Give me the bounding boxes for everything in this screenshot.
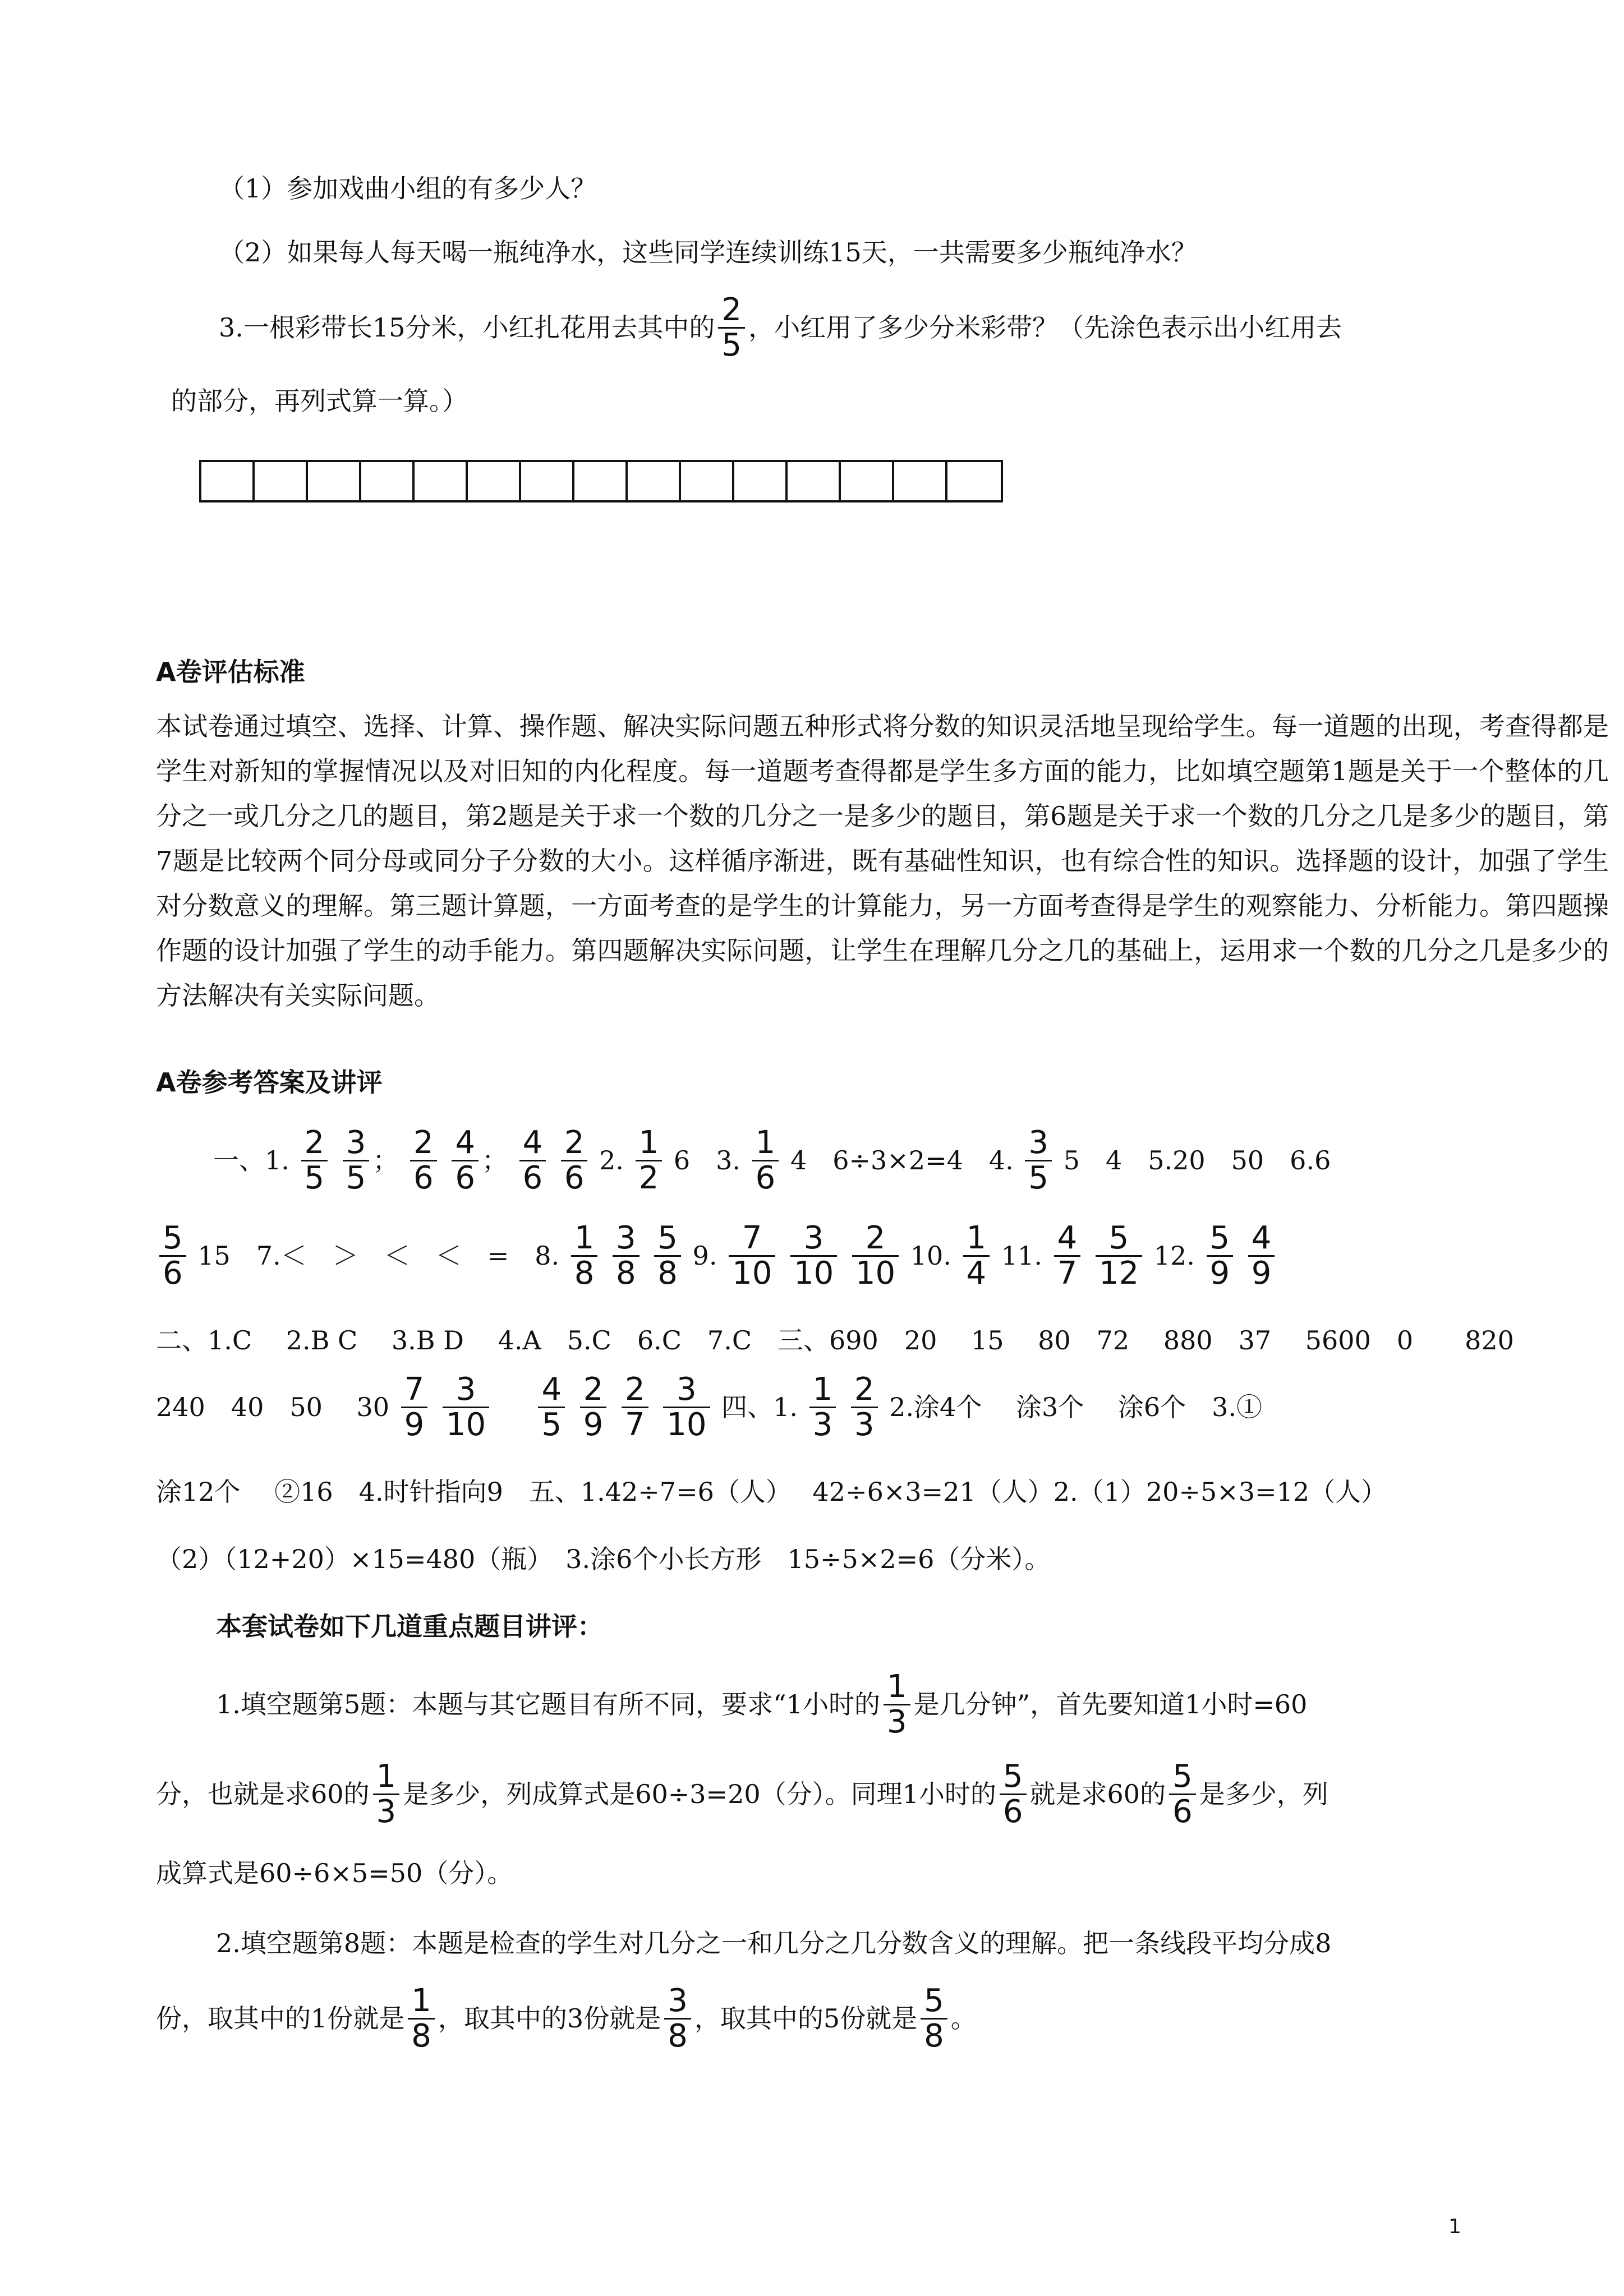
fraction-denominator: 6 [522,1159,543,1196]
text-segment: 就是求60的 [1029,1779,1166,1809]
strip-cell[interactable] [201,462,255,500]
strip-cell[interactable] [681,462,734,500]
fraction-denominator: 8 [924,2017,944,2054]
fraction [401,1373,428,1442]
text-segment: 6 3. [673,1145,741,1175]
answers-line-1 [213,1122,1331,1197]
fraction [852,1221,899,1290]
fraction [410,1126,437,1195]
fraction-denominator: 3 [812,1406,833,1443]
fraction-denominator: 10 [855,1255,896,1292]
fraction [452,1126,479,1195]
fraction-denominator: 4 [966,1255,987,1292]
fraction-numerator: 5 [654,1221,681,1257]
fraction [519,1126,546,1195]
text-segment: 12. [1153,1241,1195,1271]
fraction [884,1670,910,1739]
question-3-line1 [219,292,1342,362]
fraction [636,1126,663,1195]
review-line-3: 成算式是60÷6×5=50（分）。 [156,1858,513,1888]
fraction-denominator: 10 [793,1255,834,1292]
text-segment: 240 40 50 30 [156,1392,390,1422]
fraction-numerator: 1 [571,1221,598,1257]
text-segment: 是几分钟”，首先要知道1小时=60 [913,1689,1308,1719]
fraction-numerator: 4 [519,1126,546,1161]
fraction [580,1373,607,1442]
fraction-numerator: 3 [343,1126,370,1161]
fraction [790,1221,837,1290]
fraction-numerator: 4 [1248,1221,1275,1257]
fraction [809,1373,836,1442]
fraction [921,1984,947,2053]
fraction-numerator: 5 [159,1221,186,1257]
fraction-denominator: 6 [413,1159,434,1196]
answers-line-5: 涂12个 ②16 4.时针指向9 五、1.42÷7=6（人） 42÷6×3=21（人）2.（1）20÷5×3=12（人） [156,1477,1387,1507]
strip-cell[interactable] [468,462,521,500]
fraction-numerator: 3 [790,1221,837,1257]
answers-line-3: 二、1.C 2.B C 3.B D 4.A 5.C 6.C 7.C 三、690 20 15 80 72 880 37 5600 0 820 [156,1325,1514,1356]
answers-heading: A卷参考答案及讲评 [156,1067,383,1098]
fraction [538,1373,565,1442]
fraction-numerator: 4 [452,1126,479,1161]
text-segment: 是多少，列 [1199,1779,1328,1809]
fraction-numerator: 1 [408,1984,435,2020]
strip-cell[interactable] [788,462,841,500]
fraction-numerator: 2 [580,1373,607,1408]
question-3-pre: 3.一根彩带长15分米，小红扎花用去其中的 [219,312,715,343]
fraction-denominator: 6 [455,1159,475,1196]
text-segment [501,1371,527,1444]
fraction [1000,1760,1027,1829]
fraction-numerator: 1 [963,1221,990,1257]
review-heading: 本套试卷如下几道重点题目讲评： [216,1611,603,1642]
review-line-4: 2.填空题第8题：本题是检查的学生对几分之一和几分之几分数含义的理解。把一条线段平均分成8 [216,1928,1332,1958]
fraction [408,1984,435,2053]
fraction-numerator: 3 [443,1373,489,1408]
fraction-numerator: 2 [622,1373,648,1408]
fraction-numerator: 5 [1096,1221,1142,1257]
fraction [718,293,745,362]
strip-cell[interactable] [415,462,468,500]
eval-heading: A卷评估标准 [156,657,305,687]
fraction-numerator: 7 [729,1221,775,1257]
text-segment: 四、1. [721,1392,798,1422]
review-line-2 [156,1755,1328,1831]
fraction [1169,1760,1196,1829]
ribbon-strip [199,460,1003,502]
fraction-numerator: 1 [636,1126,663,1161]
text-segment: 15 7.＜ ＞ ＜ ＜ = 8. [197,1241,560,1271]
fraction [654,1221,681,1290]
fraction-numerator: 3 [664,1984,691,2020]
fraction-numerator: 3 [613,1221,640,1257]
fraction-denominator: 5 [541,1406,562,1443]
text-segment: 9. [692,1241,717,1271]
fraction-numerator: 4 [538,1373,565,1408]
answers-line-2 [156,1217,1278,1292]
fraction [571,1221,598,1290]
strip-cell[interactable] [361,462,415,500]
fraction-denominator: 10 [666,1406,707,1443]
fraction-denominator: 9 [583,1406,604,1443]
fraction-denominator: 7 [1057,1255,1078,1292]
strip-cell[interactable] [734,462,788,500]
fraction-numerator: 5 [1207,1221,1234,1257]
text-segment: 11. [1001,1241,1042,1271]
fraction-numerator: 1 [752,1126,779,1161]
fraction [159,1221,186,1290]
fraction-numerator: 2 [852,1221,899,1257]
text-segment: ，取其中的5份就是 [694,2003,918,2034]
strip-cell[interactable] [947,462,1001,500]
fraction-numerator: 4 [1054,1221,1081,1257]
fraction [1248,1221,1275,1290]
strip-cell[interactable] [308,462,361,500]
fraction [963,1221,990,1290]
fraction-denominator: 9 [1209,1255,1230,1292]
strip-cell[interactable] [255,462,308,500]
answers-line-6: （2）（12+20）×15=480（瓶） 3.涂6个小长方形 15÷5×2=6（分米）。 [156,1544,1051,1574]
strip-cell[interactable] [521,462,574,500]
strip-cell[interactable] [574,462,628,500]
fraction-denominator: 9 [1251,1255,1272,1292]
question-2-1: （1）参加戏曲小组的有多少人？ [219,173,597,204]
text-segment: 是多少，列成算式是60÷3=20（分）。同理1小时的 [403,1779,996,1809]
text-segment: 4 6÷3×2=4 4. [790,1145,1014,1175]
fraction-numerator: 2 [718,293,745,329]
fraction-denominator: 10 [445,1406,486,1443]
fraction-numerator: 3 [663,1373,710,1408]
strip-cell[interactable] [894,462,947,500]
answers-line-4 [156,1368,1262,1444]
fraction-denominator: 5 [304,1159,325,1196]
text-segment: 10. [910,1241,951,1271]
question-3-post: ，小红用了多少分米彩带？（先涂色表示出小红用去 [748,312,1342,343]
text-segment: ，取其中的3份就是 [438,2003,661,2034]
fraction-numerator: 2 [410,1126,437,1161]
fraction-denominator: 8 [616,1255,636,1292]
fraction-numerator: 1 [809,1373,836,1408]
fraction-denominator: 6 [163,1255,183,1292]
fraction-numerator: 1 [373,1760,400,1795]
fraction-denominator: 3 [376,1793,397,1830]
text-segment: 2.涂4个 涂3个 涂6个 3.① [889,1392,1262,1422]
fraction-denominator: 12 [1098,1255,1139,1292]
fraction-numerator: 1 [884,1670,910,1705]
fraction [664,1984,691,2053]
fraction-numerator: 7 [401,1373,428,1408]
text-segment: 份，取其中的1份就是 [156,2003,405,2034]
fraction-denominator: 6 [564,1159,585,1196]
fraction [343,1126,370,1195]
fraction [622,1373,648,1442]
fraction-denominator: 5 [346,1159,366,1196]
text-segment: 1.填空题第5题：本题与其它题目有所不同，要求“1小时的 [216,1689,880,1719]
fraction-denominator: 5 [721,326,742,363]
page-number: 1 [1448,2215,1461,2238]
fraction-numerator: 2 [851,1373,878,1408]
strip-cell[interactable] [628,462,681,500]
text-segment: 分，也就是求60的 [156,1779,370,1809]
fraction-denominator: 6 [1002,1793,1023,1830]
strip-cell[interactable] [841,462,894,500]
fraction [1025,1126,1052,1195]
fraction-numerator: 3 [1025,1126,1052,1161]
fraction [1207,1221,1234,1290]
fraction-denominator: 5 [1028,1159,1049,1196]
fraction-denominator: 8 [411,2017,431,2054]
fraction [301,1126,328,1195]
fraction-numerator: 5 [1000,1760,1027,1795]
fraction-denominator: 3 [886,1703,907,1740]
review-line-1 [216,1666,1307,1741]
text-segment: ； [481,1145,508,1175]
fraction [729,1221,775,1290]
fraction-denominator: 8 [574,1255,595,1292]
fraction [373,1760,400,1829]
fraction [851,1373,878,1442]
fraction-numerator: 2 [301,1126,328,1161]
fraction-denominator: 8 [657,1255,678,1292]
eval-text: 本试卷通过填空、选择、计算、操作题、解决实际问题五种形式将分数的知识灵活地呈现给学生。每一道题的出现，考查得都是学生对新知的掌握情况以及对旧知的内化程度。每一道题考查得都是学生多方面的能力，比如填空题第1题是关于一个整体的几分之一或几分之几的题目，第2题是关于求一个数的几分之一是多少的题目，第6题是关于求一个数的几分之几是多少的题目，第7题是比较两个同分母或同分子分数的大小。这样循序渐进，既有基础性知识，也有综合性的知识。选择题的设计，加强了学生对分数意义的理解。第三题计算题，一方面考查的是学生的计算能力，另一方面考查得是学生的观察能力、分析能力。第四题操作题的设计加强了学生的动手能力。第四题解决实际问题，让学生在理解几分之几的基础上，运用求一个数的几分之几是多少的方法解决有关实际问题。 [156,711,1609,1011]
fraction-denominator: 9 [404,1406,425,1443]
text-segment: 一、1. [213,1145,289,1175]
fraction-denominator: 7 [624,1406,645,1443]
fraction [752,1126,779,1195]
text-segment: 5 4 5.20 50 6.6 [1063,1145,1331,1175]
text-segment: 。 [950,2003,977,2034]
text-segment: ； [372,1145,399,1175]
fraction [1054,1221,1081,1290]
fraction-denominator: 8 [668,2017,688,2054]
question-2-2: （2）如果每人每天喝一瓶纯净水，这些同学连续训练15天，一共需要多少瓶纯净水？ [219,237,1197,268]
fraction [561,1126,588,1195]
fraction [613,1221,640,1290]
fraction [443,1373,489,1442]
fraction-denominator: 6 [755,1159,776,1196]
fraction-numerator: 5 [921,1984,947,2020]
fraction [1096,1221,1142,1290]
fraction-denominator: 3 [854,1406,875,1443]
text-segment: 2. [599,1145,624,1175]
fraction-denominator: 10 [732,1255,772,1292]
fraction-numerator: 5 [1169,1760,1196,1795]
question-3-line2: 的部分，再列式算一算。） [171,386,468,416]
review-line-5 [156,1980,977,2055]
fraction-numerator: 2 [561,1126,588,1161]
fraction [663,1373,710,1442]
fraction-denominator: 2 [638,1159,659,1196]
fraction-denominator: 6 [1172,1793,1193,1830]
